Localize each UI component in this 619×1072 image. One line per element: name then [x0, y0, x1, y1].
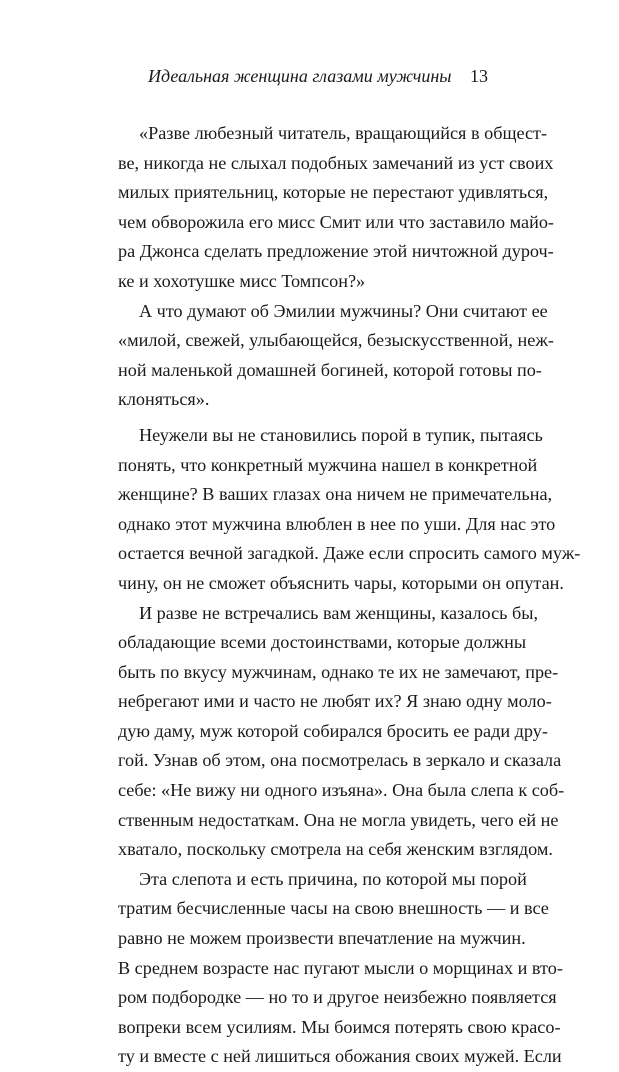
text-line: понять, что конкретный мужчина нашел в конкретной [118, 454, 538, 475]
text-line: дую даму, муж которой собирался бросить ее ради дру- [118, 720, 548, 741]
text-line: милых приятельниц, которые не перестают удивляться, [118, 182, 549, 203]
page-number: 13 [470, 66, 488, 86]
text-line: однако этот мужчина влюблен в нее по уши. Для нас это [118, 513, 556, 534]
text-line: В среднем возрасте нас пугают мысли о морщинах и вто- [118, 957, 563, 978]
text-line: ра Джонса сделать предложение этой ничтожной дуроч- [118, 241, 554, 262]
text-line: обладающие всеми достоинствами, которые должны [118, 632, 527, 653]
text-line: тратим бесчисленные часы на свою внешность — и все [118, 898, 549, 919]
text-line: ром подбородке — но то и другое неизбежно появляется [118, 987, 557, 1008]
paragraph [118, 865, 563, 1072]
body-text [118, 119, 581, 1072]
text-line: Неужели вы не становились порой в тупик, пытаясь [139, 424, 543, 445]
text-line: И разве не встречались вам женщины, казалось бы, [139, 602, 539, 623]
text-line: быть по вкусу мужчинам, однако те их не замечают, пре- [118, 661, 559, 682]
text-line: ке и хохотушке мисс Томпсон?» [118, 270, 366, 291]
paragraph [118, 119, 554, 297]
text-line: клоняться». [118, 389, 210, 410]
text-line: ственным недостаткам. Она не могла увидеть, чего ей не [118, 809, 559, 830]
text-line: чину, он не сможет объяснить чары, которыми он опутан. [118, 572, 564, 593]
text-line: «милой, свежей, улыбающейся, безыскусственной, неж- [118, 330, 554, 351]
text-line: женщине? В ваших глазах она ничем не примечательна, [118, 484, 553, 505]
running-head [118, 64, 488, 88]
paragraph [118, 599, 565, 865]
text-line: равно не можем произвести впечатление на мужчин. [118, 928, 526, 949]
text-line: ве, никогда не слыхал подобных замечаний из уст своих [118, 152, 554, 173]
paragraph [118, 421, 581, 599]
paragraph [118, 297, 554, 415]
text-line: вопреки всем усилиям. Мы боимся потерять свою красо- [118, 1016, 561, 1037]
text-line: хватало, поскольку смотрела на себя женским взглядом. [118, 839, 553, 860]
text-line: небрегают ими и часто не любят их? Я знаю одну моло- [118, 691, 552, 712]
text-line: ной маленькой домашней богиней, которой готовы по- [118, 359, 542, 380]
text-line: А что думают об Эмилии мужчины? Они считают ее [139, 300, 548, 321]
running-title: Идеальная женщина глазами мужчины [148, 66, 452, 86]
text-line: Эта слепота и есть причина, по которой мы порой [139, 868, 527, 889]
text-line: себе: «Не вижу ни одного изъяна». Она была слепа к соб- [118, 780, 565, 801]
text-line: ту и вместе с ней лишиться обожания своих мужей. Если [118, 1046, 562, 1067]
text-line: гой. Узнав об этом, она посмотрелась в зеркало и сказала [118, 750, 562, 771]
text-line: остается вечной загадкой. Даже если спросить самого муж- [118, 543, 581, 564]
text-line: «Разве любезный читатель, вращающийся в общест- [139, 123, 548, 143]
text-line: чем обворожила его мисс Смит или что заставило майо- [118, 211, 554, 232]
